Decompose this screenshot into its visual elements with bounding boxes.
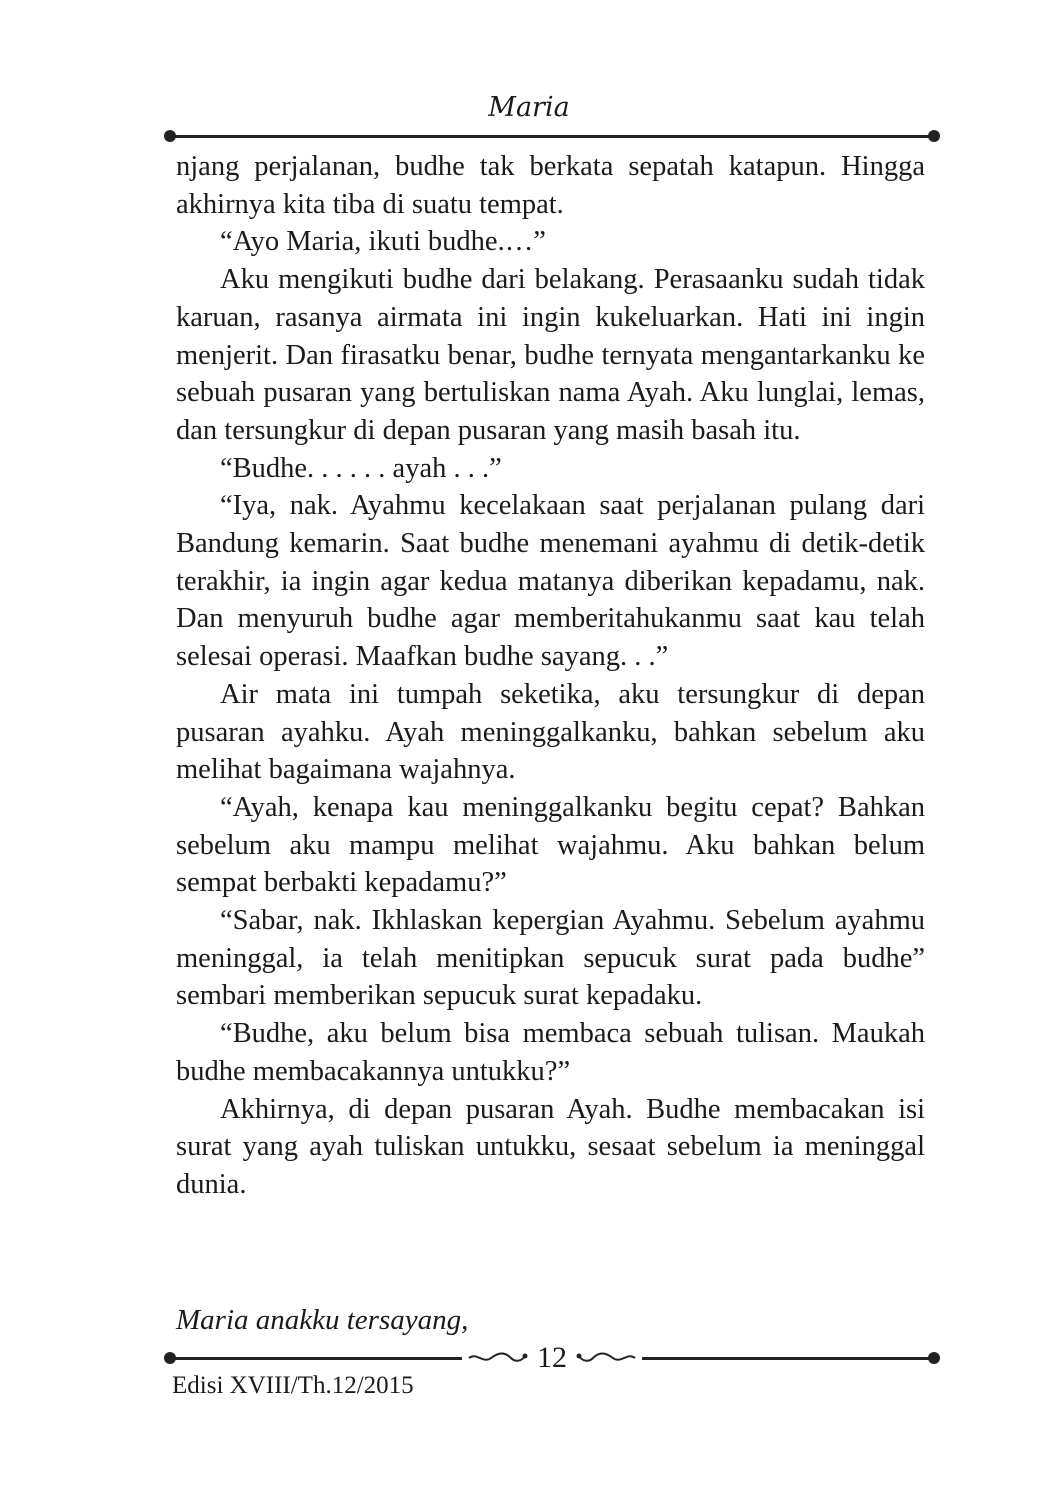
footer-rule-right-dot bbox=[928, 1352, 940, 1364]
edition-label: Edisi XVIII/Th.12/2015 bbox=[172, 1372, 414, 1399]
paragraph: “Ayah, kenapa kau meninggalkanku begitu cepat? Bahkan sebelum aku mampu melihat wajahmu. Aku bahkan belum sempat berbakti kepadamu?” bbox=[176, 791, 925, 899]
running-header: Maria bbox=[488, 92, 570, 123]
paragraph: “Ayo Maria, ikuti budhe.…” bbox=[220, 226, 546, 258]
header-rule-left-dot bbox=[164, 130, 176, 142]
header-rule bbox=[170, 135, 934, 138]
footer-rule-left-dot bbox=[164, 1352, 176, 1364]
paragraph: Air mata ini tumpah seketika, aku tersungkur di depan pusaran ayahku. Ayah meninggalkanku, bahkan sebelum aku melihat bagaimana wajahnya. bbox=[176, 678, 925, 786]
flourish-left-icon bbox=[467, 1350, 529, 1366]
paragraph: “Iya, nak. Ayahmu kecelakaan saat perjalanan pulang dari Bandung kemarin. Saat budhe menemani ayahmu di detik-detik terakhir, ia ingin agar kedua matanya diberikan kepadamu, nak. Dan menyuruh budhe agar memberitahukanmu saat kau telah selesai operasi. Maafkan budhe sayang. . .” bbox=[176, 490, 925, 673]
page-number: 12 bbox=[537, 1341, 567, 1374]
paragraph: “Budhe, aku belum bisa membaca sebuah tulisan. Maukah budhe membacakannya untukku?” bbox=[176, 1018, 925, 1087]
paragraph: Aku mengikuti budhe dari belakang. Perasaanku sudah tidak karuan, rasanya airmata ini ingin kukeluarkan. Hati ini ingin menjerit. Dan firasatku benar, budhe ternyata mengantarkanku ke sebuah pusaran yang bertuliskan nama Ayah. Aku lunglai, lemas, dan tersungkur di depan pusaran yang masih basah itu. bbox=[176, 264, 925, 446]
paragraph: “Budhe. . . . . . ayah . . .” bbox=[220, 452, 502, 484]
letter-salutation: Maria anakku tersayang, bbox=[176, 1304, 469, 1336]
paragraph: njang perjalanan, budhe tak berkata sepatah katapun. Hingga akhirnya kita tiba di suatu tempat. bbox=[176, 151, 925, 220]
paragraph: Akhirnya, di depan pusaran Ayah. Budhe membacakan isi surat yang ayah tuliskan untukku, sesaat sebelum ia meninggal dunia. bbox=[176, 1093, 925, 1200]
header-rule-right-dot bbox=[928, 130, 940, 142]
paragraph: “Sabar, nak. Ikhlaskan kepergian Ayahmu. Sebelum ayahmu meninggal, ia telah menitipkan sepucuk surat pada budhe” sembari memberikan sepucuk surat kepadaku. bbox=[176, 905, 925, 1012]
footer-ornament bbox=[462, 1340, 642, 1376]
body-text bbox=[176, 148, 925, 1204]
flourish-right-icon bbox=[575, 1350, 637, 1366]
